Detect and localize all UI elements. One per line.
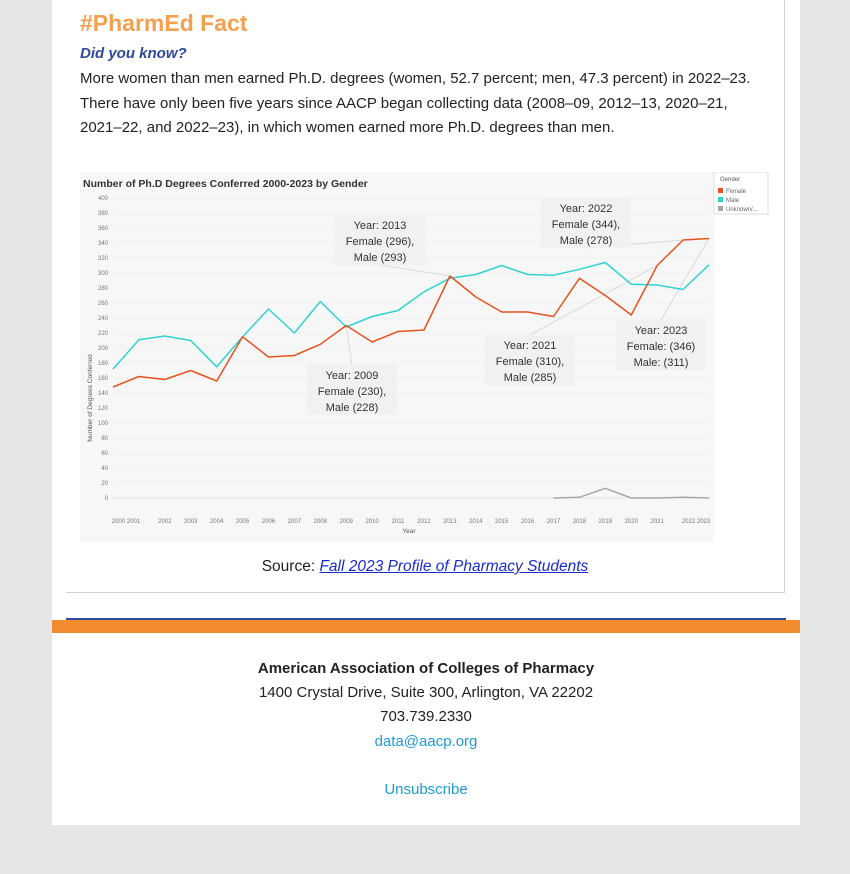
legend-swatch-female [718,188,723,193]
y-tick-40: 40 [101,466,108,472]
y-tick-240: 240 [97,316,108,322]
annotation-2013-line-2: Male (293) [353,252,407,264]
y-tick-140: 140 [97,391,108,397]
fact-heading: #PharmEd Fact [80,10,248,36]
annotation-2009-line-0: Year: 2009 [325,370,379,382]
x-tick-19: 2020 [624,519,638,525]
x-tick-16: 2017 [546,519,561,525]
x-tick-7: 2008 [313,519,327,525]
y-tick-220: 220 [97,331,108,337]
x-tick-18: 2019 [598,519,613,525]
annotation-2013-line-1: Female (296), [345,236,415,248]
y-tick-200: 200 [97,346,108,352]
fact-subheading: Did you know? [80,45,187,62]
legend-unknown: Unknown/... [726,207,758,213]
x-tick-21: 2022 2023 [681,519,711,525]
x-tick-17: 2018 [572,519,587,525]
y-tick-180: 180 [97,361,108,367]
annotation-2021-line-0: Year: 2021 [503,340,557,352]
chart-legend [714,172,768,214]
y-tick-20: 20 [101,481,108,487]
y-tick-160: 160 [97,376,108,382]
x-tick-20: 2021 [650,519,664,525]
x-tick-5: 2006 [261,519,276,525]
legend-title: Gender [720,177,741,183]
y-tick-280: 280 [97,286,108,292]
legend-swatch-male [718,197,723,202]
y-tick-80: 80 [101,436,108,442]
y-tick-260: 260 [97,301,108,307]
y-tick-120: 120 [97,406,108,412]
legend-male: Male [726,198,740,204]
y-tick-100: 100 [97,421,108,427]
y-axis-label: Number of Degrees Conferred [87,354,94,442]
x-tick-1: 2002 [158,519,172,525]
footer-org: American Association of Colleges of Pharmacy [257,660,595,677]
annotation-2022-line-0: Year: 2022 [559,203,613,215]
source-line [0,558,850,576]
annotation-2023-line-1: Female: (346) [626,341,696,353]
annotation-2023-line-0: Year: 2023 [634,325,688,337]
x-tick-4: 2005 [235,519,250,525]
chart-title: Number of Ph.D Degrees Conferred 2000-2023 by Gender [83,178,368,190]
x-tick-2: 2003 [184,519,198,525]
legend-swatch-unknown [718,206,723,211]
annotation-2022-line-1: Female (344), [551,219,621,231]
orange-divider [52,620,800,633]
annotation-2021-line-1: Female (310), [495,356,565,368]
x-tick-6: 2007 [287,519,302,525]
annotation-2009-line-1: Female (230), [317,386,387,398]
x-tick-10: 2011 [391,519,405,525]
unsubscribe-link[interactable]: Unsubscribe [384,781,468,798]
x-tick-11: 2012 [417,519,431,525]
y-tick-320: 320 [97,256,108,262]
y-tick-60: 60 [101,451,108,457]
y-tick-380: 380 [97,211,108,217]
source-link[interactable]: Fall 2023 Profile of Pharmacy Students [319,558,589,575]
y-tick-400: 400 [97,196,108,202]
annotation-2023-line-2: Male: (311) [633,357,689,369]
annotation-2022-line-2: Male (278) [559,235,613,247]
x-tick-8: 2009 [339,519,353,525]
x-tick-15: 2016 [520,519,535,525]
chart-container [80,172,770,542]
legend-female: Female [726,189,747,195]
x-tick-3: 2004 [209,519,224,525]
y-tick-360: 360 [97,226,108,232]
source-prefix: Source: [261,558,320,575]
x-tick-14: 2015 [495,519,509,525]
footer-phone: 703.739.2330 [380,708,472,725]
x-tick-12: 2013 [443,519,457,525]
x-axis-label: Year [402,528,416,535]
footer-address: 1400 Crystal Drive, Suite 300, Arlington, VA 22202 [258,684,594,701]
x-tick-9: 2010 [365,519,379,525]
annotation-2021-line-2: Male (285) [503,372,557,384]
fact-body: More women than men earned Ph.D. degrees (women, 52.7 percent; men, 47.3 percent) in 2022–23. There have only been five years since AACP began collecting data (2008–09, 2012–13, 2020–21, 2021–22, and 2022–23), in which women earned more Ph.D. degrees than men. [80,70,751,136]
footer-email-link[interactable]: data@aacp.org [374,733,478,750]
annotation-2009-line-2: Male (228) [325,402,379,414]
x-tick-13: 2014 [469,519,483,525]
annotation-2013-line-0: Year: 2013 [353,220,407,232]
y-tick-0: 0 [104,496,108,502]
y-tick-300: 300 [97,271,108,277]
phd-gender-chart [80,172,770,542]
y-tick-340: 340 [97,241,108,247]
x-tick-0: 2000 2001 [111,519,141,525]
